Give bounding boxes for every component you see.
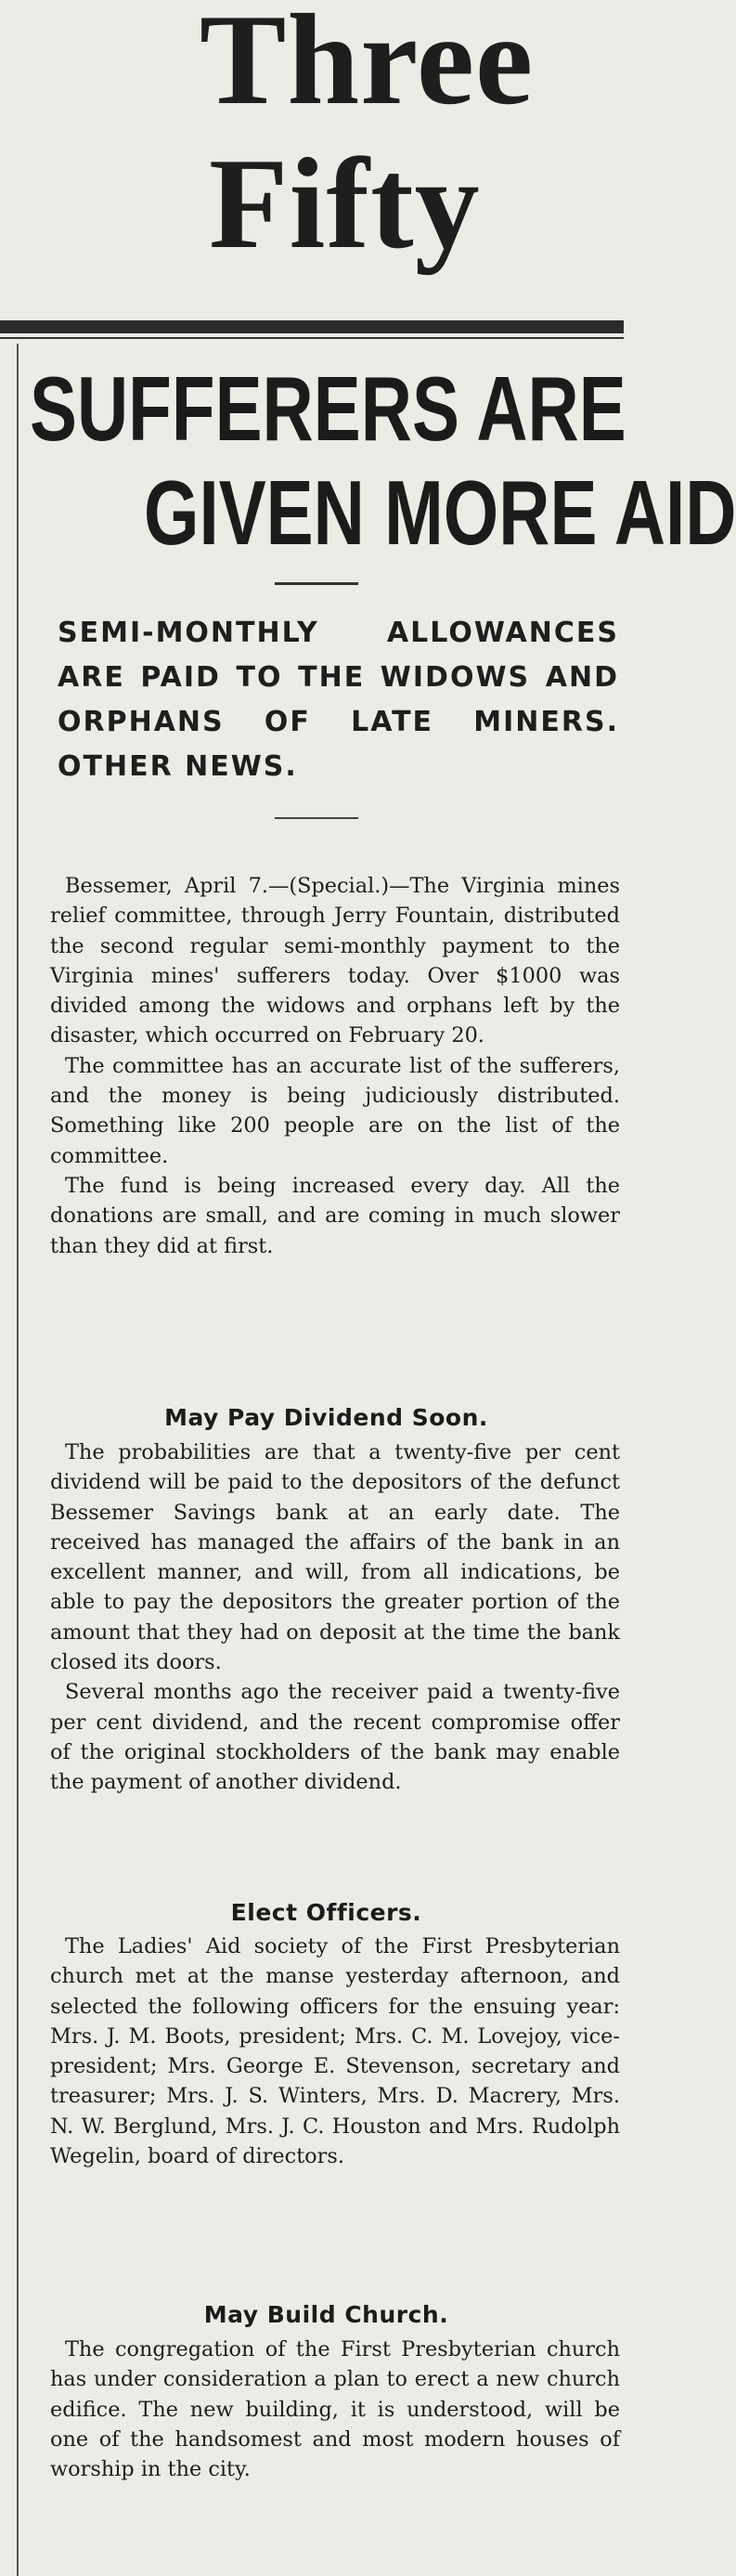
paragraph: Bessemer, April 7.—(Special.)—The Virginia mines relief committee, through Jerry Fountain, distributed the second regular semi-monthly payment to the Virginia mines' sufferers today. Over $1000 was divided among the widows and orphans left by the disaster, which occurred on February 20. xyxy=(50,874,620,1048)
subheadline-deck: SEMI-MONTHLY ALLOWANCES ARE PAID TO THE WIDOWS AND ORPHANS OF LATE MINERS. OTHER NEWS. xyxy=(58,617,619,783)
headline-line-2: GIVEN MORE AID xyxy=(144,462,736,564)
column-left-border xyxy=(17,344,19,2576)
thin-column-rule xyxy=(0,337,624,339)
paragraph: The probabilities are that a twenty-five per cent dividend will be paid to the depositors of the defunct Bessemer Savings bank at an early date. The received has managed the affairs of the bank in an excellent manner, and will, from all indications, be able to pay the depositors the greater portion of the amount that they had on deposit at the time the bank closed its doors. xyxy=(50,1440,620,1675)
paragraph: Several months ago the receiver paid a twenty-five per cent dividend, and the recent compromise offer of the original stockholders of the bank may enable the payment of another dividend. xyxy=(50,1680,620,1795)
heavy-column-rule xyxy=(0,320,624,333)
article-section-2 xyxy=(50,1438,620,1798)
subheading-dividend: May Pay Dividend Soon. xyxy=(164,1404,488,1431)
paragraph: The fund is being increased every day. All the donations are small, and are coming in much slower than they did at first. xyxy=(50,1173,620,1258)
paragraph: The committee has an accurate list of the sufferers, and the money is being judiciously distributed. Something like 200 people are on the list of the committee. xyxy=(50,1053,620,1168)
subheading-church: May Build Church. xyxy=(203,2301,449,2328)
article-section-3 xyxy=(50,1932,620,2171)
paragraph: The congregation of the First Presbyterian church has under consideration a plan to erect a new church edifice. The new building, it is understood, will be one of the handsomest and most modern houses of worship in the city. xyxy=(50,2337,620,2482)
banner-line-2: Fifty xyxy=(209,132,481,276)
subheading-officers: Elect Officers. xyxy=(230,1899,422,1926)
article-section-1 xyxy=(50,871,620,1261)
headline-divider xyxy=(275,582,358,585)
headline-line-1: SUFFERERS ARE xyxy=(30,358,626,460)
banner-line-1: Three xyxy=(200,0,535,132)
article-section-4 xyxy=(50,2335,620,2484)
deck-divider xyxy=(275,817,358,819)
paragraph: The Ladies' Aid society of the First Presbyterian church met at the manse yesterday afternoon, and selected the following officers for the ensuing year: Mrs. J. M. Boots, president; Mrs. C. M. Lovejoy, vice-president; Mrs. George E. Stevenson, secretary and treasurer; Mrs. J. S. Winters, Mrs. D. Macrery, Mrs. N. W. Berglund, Mrs. J. C. Houston and Mrs. Rudolph Wegelin, board of directors. xyxy=(50,1934,620,2169)
